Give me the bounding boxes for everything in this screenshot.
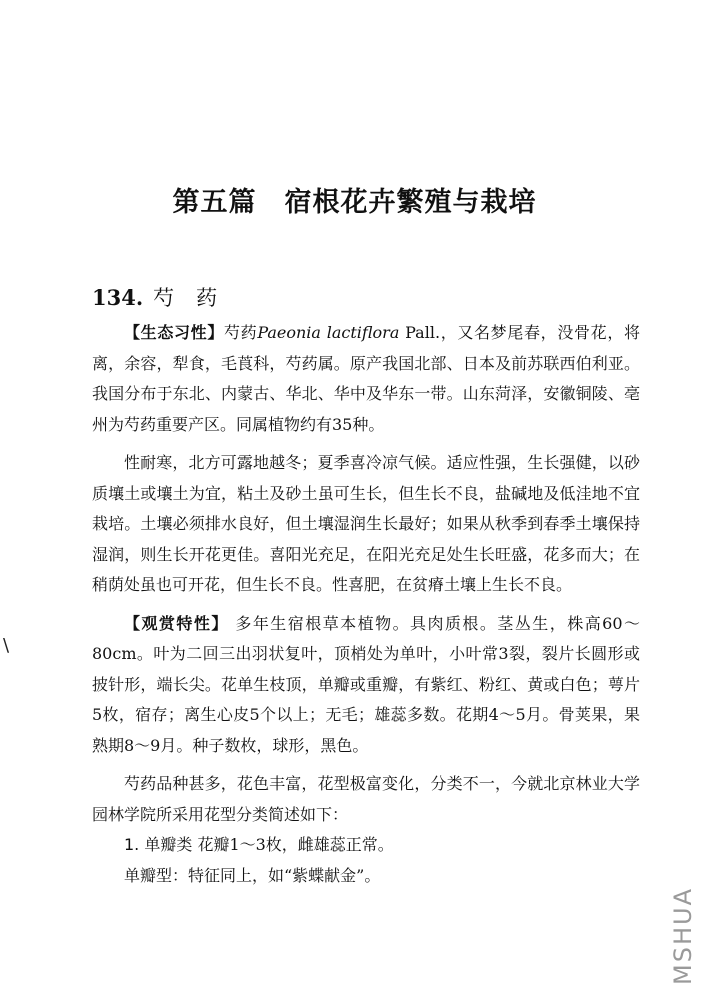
part-number: 第五篇 <box>172 187 257 218</box>
paragraph-habits: 性耐寒，北方可露地越冬；夏季喜冷凉气候。适应性强，生长强健，以砂质壤土或壤土为宜，粘土及砂土虽可生长，但生长不良，盐碱地及低洼地不宜栽培。土壤必须排水良好，但土壤湿润生长最好；如果从秋季到春季土壤保持湿润，则生长开花更佳。喜阳光充足，在阳光充足处生长旺盛，花多而大；在稍荫处虽也可开花，但生长不良。性喜肥，在贫瘠土壤上生长不良。 <box>92 453 640 594</box>
watermark: MSHUA <box>669 887 697 985</box>
paragraph-ornamental <box>92 609 640 762</box>
ornamental-text: 多年生宿根草本植物。具肉质根。茎丛生，株高60～80cm。叶为二回三出羽状复叶，顶梢处为单叶，小叶常3裂，裂片长圆形或披针形，端长尖。花单生枝顶，单瓣或重瓣，有紫红、粉红、黄或白色；萼片5枚，宿存；离生心皮5个以上；无毛；雄蕊多数。花期4～5月。骨荚果，果熟期8～9月。种子数枚，球形，黑色。 <box>92 613 640 755</box>
species-common-name: 芍药 <box>223 323 258 342</box>
body-text <box>92 318 640 891</box>
paragraph-classification: 芍药品种甚多，花色丰富，花型极富变化，分类不一，今就北京林业大学园林学院所采用花型分类简述如下： <box>92 774 640 824</box>
section-heading <box>92 282 239 312</box>
part-subject: 宿根花卉繁殖与栽培 <box>284 187 537 218</box>
section-number: 134. <box>92 285 144 310</box>
section-name: 芍药 <box>153 286 240 310</box>
tag-ornamental: 【观赏特性】 <box>124 613 229 633</box>
species-latin-name: Paeonia lactiflora <box>257 323 400 342</box>
single-petal-text: 花瓣1～3枚，雌雄蕊正常。 <box>192 835 394 854</box>
part-title <box>0 180 709 219</box>
single-petal-label: 1. 单瓣类 <box>124 835 193 854</box>
ecology-text: Pall.，又名梦尾春，没骨花，将离，余容，犁食，毛莨科，芍药属。原产我国北部、日本及前苏联西伯利亚。我国分布于东北、内蒙古、华北、华中及华东一带。山东菏泽，安徽铜陵、亳州为芍药重要产区。同属植物约有35种。 <box>92 323 640 434</box>
paragraph-single-petal-type: 单瓣型：特征同上，如“紫蝶献金”。 <box>124 865 381 885</box>
paragraph-single-petal <box>92 830 640 861</box>
tag-ecology: 【生态习性】 <box>124 323 224 342</box>
margin-mark: \ <box>3 635 10 656</box>
paragraph-ecology <box>92 318 640 440</box>
